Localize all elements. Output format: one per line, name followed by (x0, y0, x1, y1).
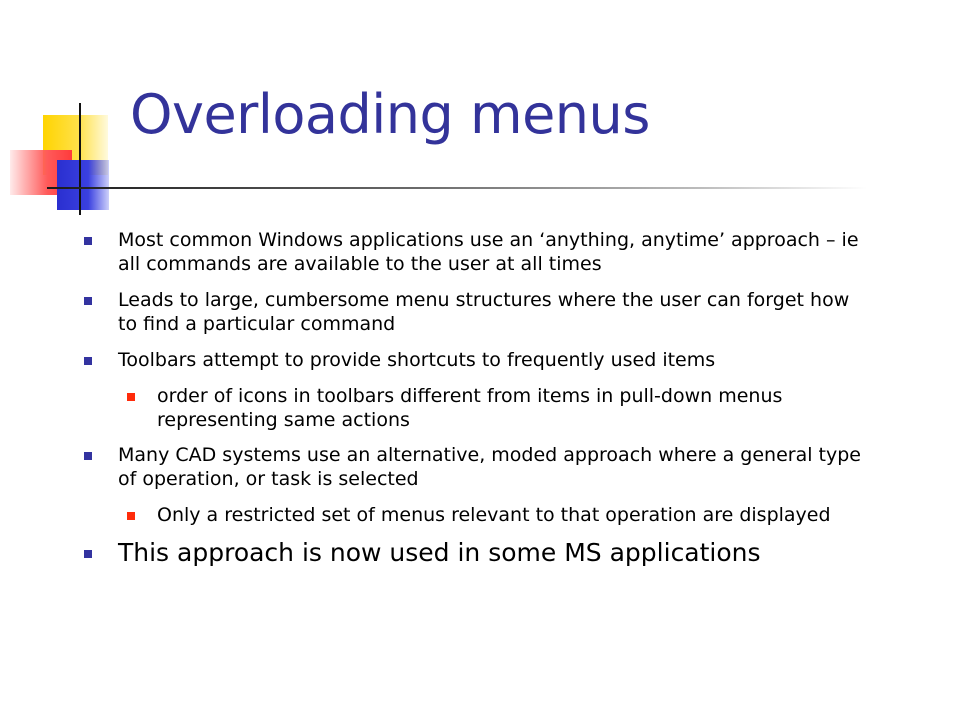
sub-bullet-text: Only a restricted set of menus relevant to that operation are displayed (157, 504, 831, 526)
square-sub-bullet-icon (127, 512, 135, 520)
bullet-text: Many CAD systems use an alternative, moded approach where a general type of operation, or task is selected (118, 444, 861, 490)
bullet-text: Toolbars attempt to provide shortcuts to frequently used items (118, 349, 716, 371)
bullet-text: This approach is now used in some MS applications (118, 538, 761, 567)
bullet-item (84, 228, 864, 276)
sub-bullet-item (84, 384, 864, 432)
title-underline (47, 187, 867, 189)
decorative-blue-square (57, 160, 109, 210)
bullet-item (84, 443, 864, 491)
bullet-list (84, 228, 864, 580)
square-bullet-icon (84, 452, 92, 460)
bullet-item (84, 348, 864, 372)
square-bullet-icon (84, 237, 92, 245)
bullet-text: Leads to large, cumbersome menu structures where the user can forget how to find a particular command (118, 289, 850, 335)
slide-title: Overloading menus (130, 83, 650, 146)
square-sub-bullet-icon (127, 393, 135, 401)
bullet-item-large (84, 538, 864, 568)
square-bullet-icon (84, 357, 92, 365)
square-bullet-icon (84, 297, 92, 305)
bullet-text: Most common Windows applications use an ‘anything, anytime’ approach – ie all commands are available to the user at all times (118, 229, 859, 275)
decorative-vertical-line (79, 103, 81, 215)
sub-bullet-item (84, 503, 864, 527)
bullet-item (84, 288, 864, 336)
square-bullet-icon (84, 550, 92, 558)
sub-bullet-text: order of icons in toolbars different from items in pull-down menus representing same actions (157, 385, 783, 431)
